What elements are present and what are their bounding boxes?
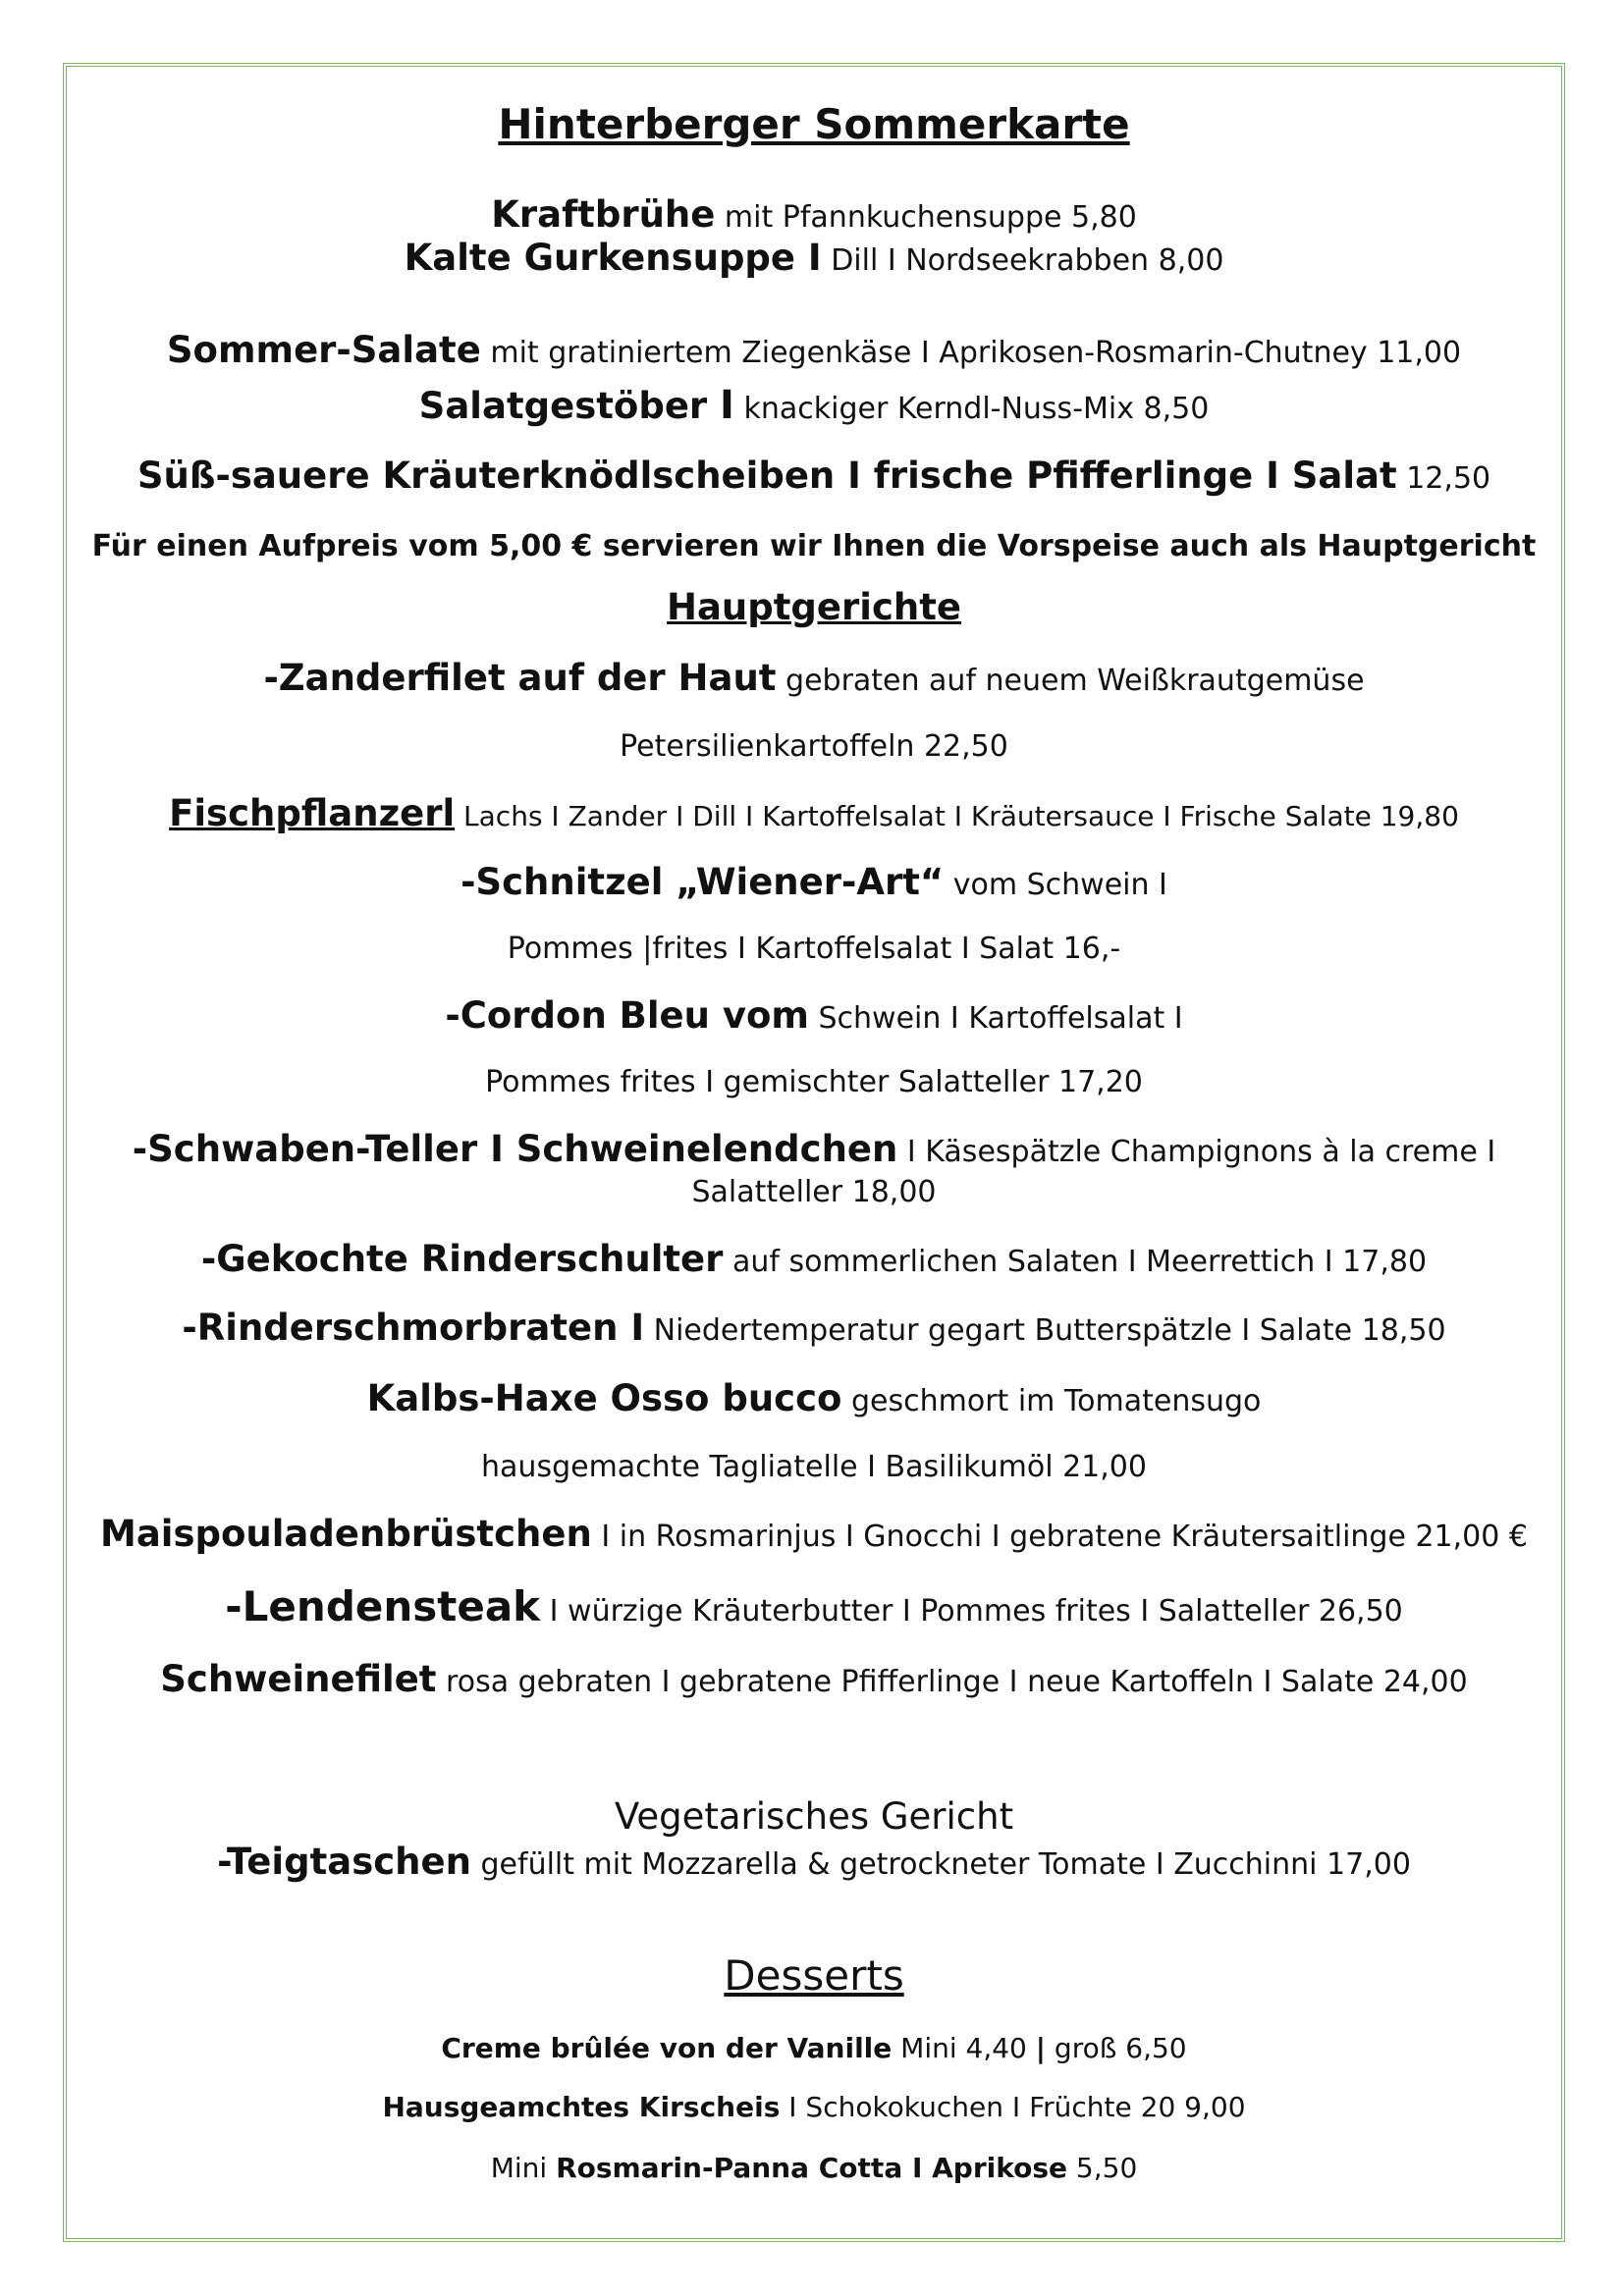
- main-rinderschmorbraten: [67, 1309, 1561, 1350]
- dish-name: -Schwaben-Teller I Schweinelendchen: [132, 1128, 898, 1170]
- dish-desc: Niedertemperatur gegart Butterspätzle I Salate 18,50: [644, 1313, 1446, 1348]
- dish-name: Kalte Gurkensuppe I: [404, 237, 822, 279]
- dish-desc: knackiger Kerndl-Nuss-Mix 8,50: [733, 392, 1210, 426]
- main-zanderfilet-line2: Petersilienkartoffeln 22,50: [620, 729, 1008, 764]
- separator-bar: |: [1035, 2032, 1047, 2064]
- dish-name: Kraftbrühe: [491, 193, 716, 236]
- dessert-kirscheis: [67, 2089, 1561, 2126]
- dish-name: Maispouladenbrüstchen: [100, 1513, 592, 1555]
- dish-name: Hausgeamchtes Kirscheis: [382, 2091, 781, 2123]
- vorspeise-note: Für einen Aufpreis vom 5,00 € servieren wir Ihnen die Vorspeise auch als Hauptgericht: [91, 529, 1537, 563]
- dish-prefix: Mini: [490, 2152, 557, 2184]
- heading-vegetarisch: Vegetarisches Gericht: [614, 1795, 1014, 1838]
- menu-page: [67, 67, 1561, 2238]
- dish-name: Fischpflanzerl: [169, 792, 456, 834]
- main-zanderfilet: [67, 657, 1561, 700]
- dish-name: -Gekochte Rinderschulter: [200, 1238, 724, 1280]
- dish-desc: mit Pfannkuchensuppe 5,80: [715, 200, 1137, 235]
- dish-desc: Dill I Nordseekrabben 8,00: [821, 243, 1224, 278]
- main-schwaben-teller-line2: Salatteller 18,00: [691, 1175, 937, 1209]
- starter-gurkensuppe: [67, 237, 1561, 280]
- dish-desc-2: groß 6,50: [1046, 2032, 1187, 2064]
- starter-sommer-salate: [67, 329, 1561, 372]
- dish-name: -Zanderfilet auf der Haut: [263, 657, 777, 699]
- menu-title: Hinterberger Sommerkarte: [498, 100, 1130, 148]
- dish-name: -Schnitzel „Wiener-Art“: [460, 861, 945, 903]
- dish-name: -Cordon Bleu vom: [445, 994, 809, 1037]
- main-maispouladen: [67, 1513, 1561, 1556]
- dish-desc: mit gratiniertem Ziegenkäse I Aprikosen-Rosmarin-Chutney 11,00: [480, 336, 1462, 370]
- dish-name: -Rinderschmorbraten I: [182, 1307, 645, 1349]
- dish-desc: gebraten auf neuem Weißkrautgemüse: [776, 664, 1365, 698]
- dish-name: Sommer-Salate: [166, 329, 481, 371]
- main-kalbs-haxe: [67, 1377, 1561, 1420]
- main-schnitzel-line2: Pommes |frites I Kartoffelsalat I Salat 16,-: [507, 932, 1121, 966]
- dish-name: Süß-sauere Kräuterknödlscheiben I frische Pfifferlinge I Salat: [136, 454, 1397, 497]
- dish-desc: I würzige Kräuterbutter I Pommes frites I Salatteller 26,50: [540, 1594, 1403, 1629]
- dish-desc: I in Rosmarinjus I Gnocchi I gebratene Kräutersaitlinge 21,00 €: [591, 1520, 1528, 1554]
- dish-desc: auf sommerlichen Salaten I Meerrettich I 17,80: [723, 1245, 1428, 1279]
- main-cordon-bleu: [67, 994, 1561, 1038]
- main-kalbs-haxe-line2: hausgemachte Tagliatelle I Basilikumöl 21,00: [481, 1450, 1147, 1484]
- dish-desc: Lachs I Zander I Dill I Kartoffelsalat I Kräutersauce I Frische Salate 19,80: [455, 800, 1459, 832]
- dish-desc: 5,50: [1067, 2152, 1138, 2184]
- dessert-creme-brulee: [67, 2030, 1561, 2067]
- main-cordon-bleu-line2: Pommes frites I gemischter Salatteller 17,20: [485, 1065, 1143, 1099]
- dish-desc: rosa gebraten I gebratene Pfifferlinge I neue Kartoffeln I Salate 24,00: [436, 1665, 1468, 1699]
- main-lendensteak: [67, 1582, 1561, 1630]
- dessert-panna-cotta: [67, 2150, 1561, 2187]
- dish-name: Salatgestöber: [418, 385, 721, 427]
- starter-salatgestoeber: [67, 383, 1561, 428]
- dish-name: Rosmarin-Panna Cotta I Aprikose: [556, 2152, 1068, 2184]
- dish-name: Schweinefilet: [160, 1658, 437, 1700]
- dish-desc: Schwein I Kartoffelsalat I: [808, 1001, 1183, 1036]
- dish-desc: vom Schwein I: [944, 868, 1167, 902]
- veg-teigtaschen: [67, 1843, 1561, 1884]
- heading-hauptgerichte: Hauptgerichte: [666, 586, 961, 628]
- main-rinderschulter: [67, 1238, 1561, 1281]
- starter-kraeuterknoedl: [67, 454, 1561, 498]
- dish-name: Creme brûlée von der Vanille: [441, 2032, 893, 2064]
- dish-desc: I Schokokuchen I Früchte 20 9,00: [780, 2091, 1246, 2123]
- dish-desc: Mini 4,40: [892, 2032, 1036, 2064]
- dish-name: -Lendensteak: [225, 1582, 541, 1630]
- dish-name: -Teigtaschen: [217, 1841, 471, 1883]
- main-schweinefilet: [67, 1658, 1561, 1701]
- dish-desc: geschmort im Tomatensugo: [841, 1384, 1262, 1418]
- heading-desserts: Desserts: [724, 1951, 904, 2000]
- dish-desc: gefüllt mit Mozzarella & getrockneter Tomate I Zucchinni 17,00: [470, 1847, 1411, 1882]
- separator-bar: I: [720, 383, 734, 428]
- dish-desc: 12,50: [1396, 461, 1491, 496]
- main-fischpflanzerl: [67, 792, 1561, 835]
- main-schnitzel: [67, 861, 1561, 904]
- dish-desc: I Käsespätzle Champignons à la creme I: [897, 1135, 1496, 1169]
- dish-name: Kalbs-Haxe Osso bucco: [366, 1377, 842, 1419]
- starter-kraftbruehe: [67, 193, 1561, 237]
- main-schwaben-teller: [67, 1128, 1561, 1171]
